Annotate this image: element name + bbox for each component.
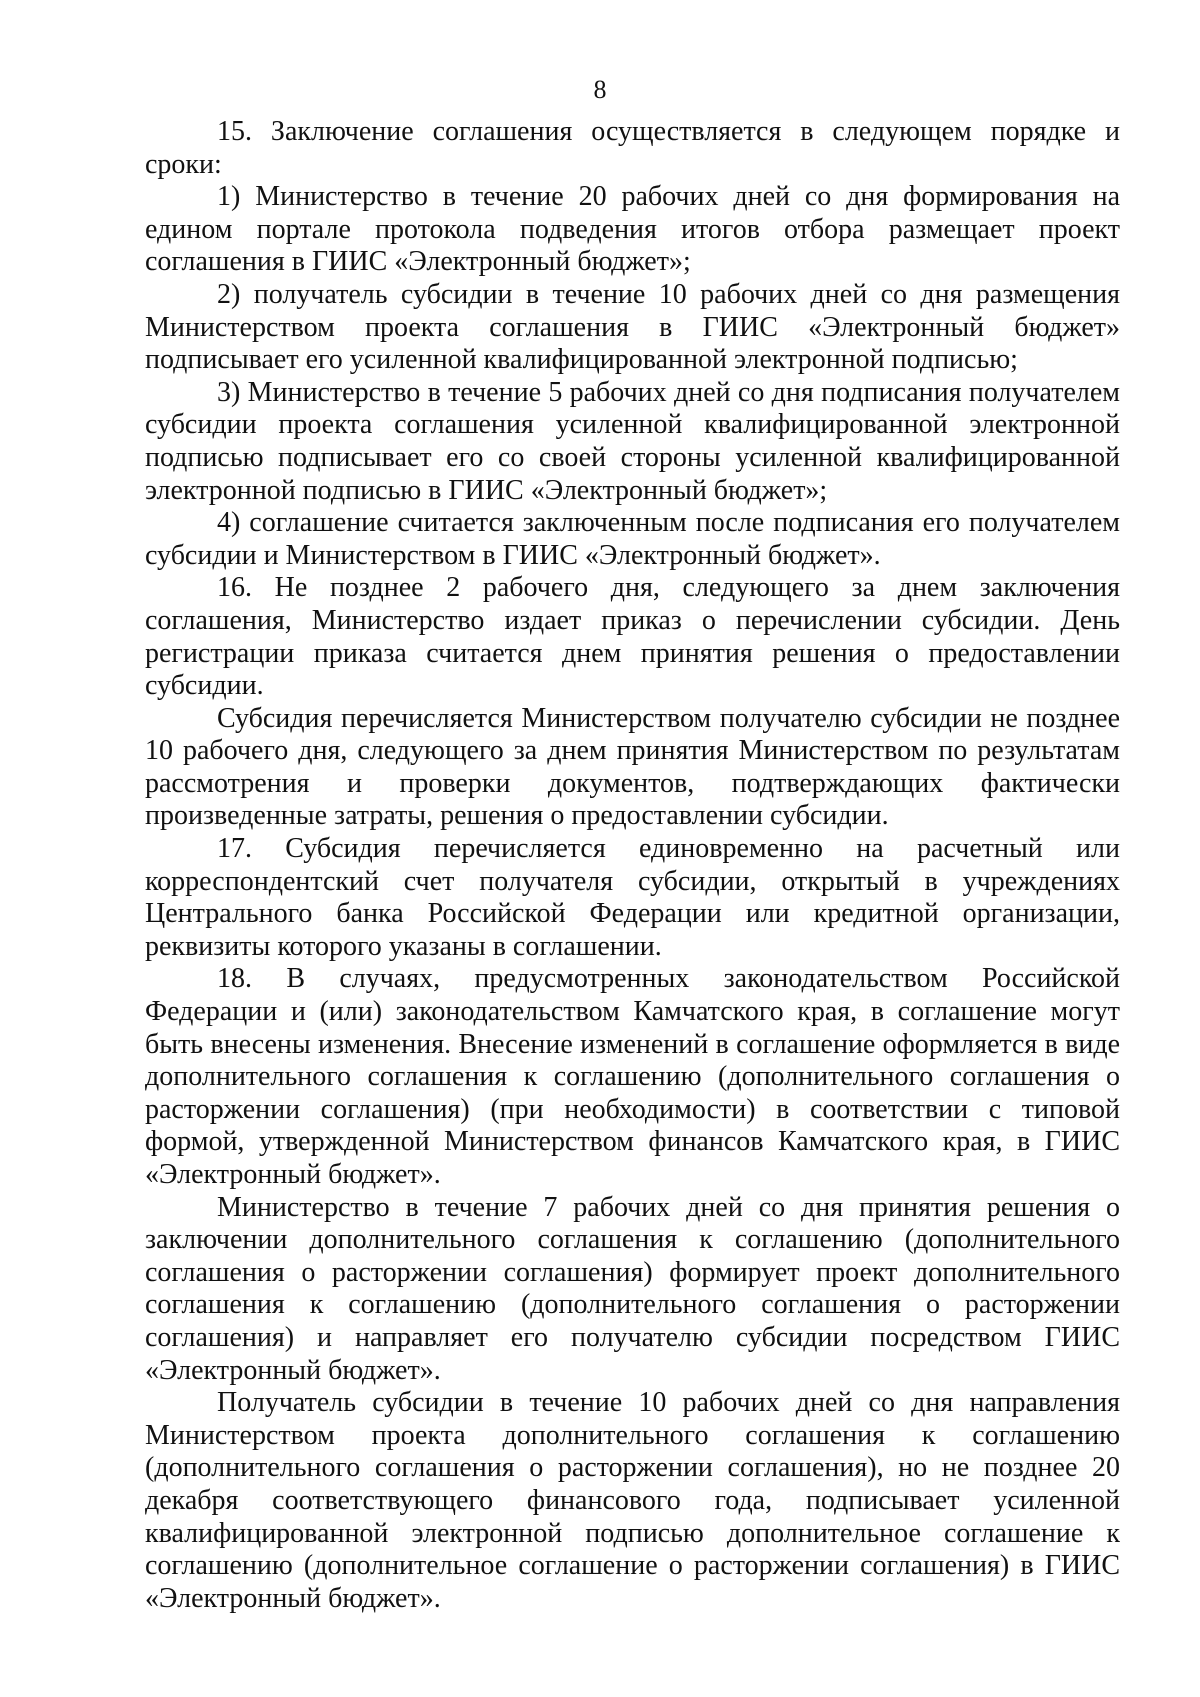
paragraph-15-item-3: 3) Министерство в течение 5 рабочих дней со дня подписания получателем субсидии проекта соглашения усиленной квалифицированной электронной подписью подписывает его со своей стороны усиленной квалифицированной электронной подписью в ГИИС «Электронный бюджет»; [145, 376, 1120, 506]
page-number: 8 [593, 75, 607, 104]
paragraph-15-item-2: 2) получатель субсидии в течение 10 рабочих дней со дня размещения Министерством проекта соглашения в ГИИС «Электронный бюджет» подписывает его усиленной квалифицированной электронной подписью; [145, 278, 1120, 376]
paragraph-15-intro: 15. Заключение соглашения осуществляется в следующем порядке и сроки: [145, 116, 1120, 180]
paragraph-17: 17. Субсидия перечисляется единовременно на расчетный или корреспондентский счет получателя субсидии, открытый в учреждениях Центрального банка Российской Федерации или кредитной организации, реквизиты которого указаны в соглашении. [145, 833, 1120, 962]
paragraph-18: 18. В случаях, предусмотренных законодательством Российской Федерации и (или) законодательством Камчатского края, в соглашение могут быть внесены изменения. Внесение изменений в соглашение оформляется в виде дополнительного соглашения к соглашению (дополнительного соглашения о расторжении соглашения) (при необходимости) в соответствии с типовой формой, утвержденной Министерством финансов Камчатского края, в ГИИС «Электронный бюджет». [145, 963, 1120, 1190]
paragraph-16: 16. Не позднее 2 рабочего дня, следующего за днем заключения соглашения, Министерство издает приказ о перечислении субсидии. День регистрации приказа считается днем принятия решения о предоставлении субсидии. [145, 572, 1120, 702]
paragraph-15-item-1: 1) Министерство в течение 20 рабочих дней со дня формирования на едином портале протокола подведения итогов отбора размещает проект соглашения в ГИИС «Электронный бюджет»; [145, 181, 1120, 278]
paragraph-18-ministry: Министерство в течение 7 рабочих дней со дня принятия решения о заключении дополнительного соглашения к соглашению (дополнительного соглашения о расторжении соглашения) формирует проект дополнительного соглашения к соглашению (дополнительного соглашения о расторжении соглашения) и направляет его получателю субсидии посредством ГИИС «Электронный бюджет». [145, 1191, 1120, 1386]
paragraph-18-recipient: Получатель субсидии в течение 10 рабочих дней со дня направления Министерством проекта дополнительного соглашения к соглашению (дополнительного соглашения о расторжении соглашения), но не позднее 20 декабря соответствующего финансового года, подписывает усиленной квалифицированной электронной подписью дополнительное соглашение к соглашению (дополнительное соглашение о расторжении соглашения) в ГИИС «Электронный бюджет». [145, 1387, 1120, 1614]
paragraph-15-item-4: 4) соглашение считается заключенным после подписания его получателем субсидии и Министерством в ГИИС «Электронный бюджет». [145, 507, 1120, 571]
paragraph-16-transfer: Субсидия перечисляется Министерством получателю субсидии не позднее 10 рабочего дня, следующего за днем принятия Министерством по результатам рассмотрения и проверки документов, подтверждающих фактически произведенные затраты, решения о предоставлении субсидии. [145, 702, 1120, 832]
document-body [145, 116, 1120, 1615]
